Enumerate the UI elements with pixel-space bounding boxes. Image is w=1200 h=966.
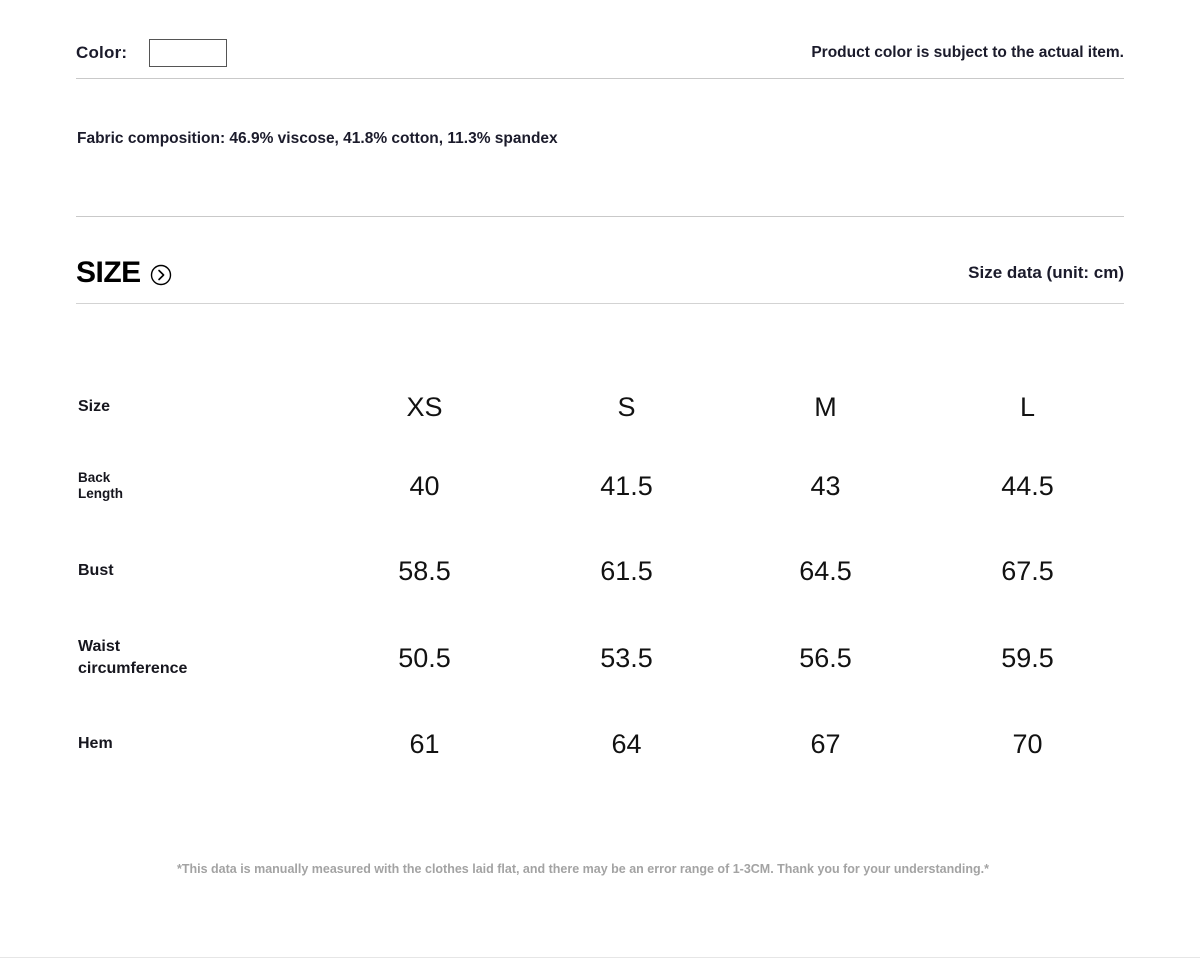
- row-label-waist-line2: circumference: [78, 660, 188, 677]
- divider-1: [76, 78, 1124, 79]
- size-header-xs: XS: [406, 391, 443, 422]
- row-label-bust: Bust: [78, 562, 114, 579]
- cell-bust-xs: 58.5: [398, 555, 451, 586]
- divider-2: [76, 216, 1124, 217]
- cell-waist-m: 56.5: [799, 642, 852, 673]
- cell-back-length-xs: 40: [409, 470, 440, 501]
- size-title: SIZE: [76, 256, 141, 289]
- table-row-hem: [76, 702, 1124, 786]
- cell-back-length-m: 43: [810, 470, 841, 501]
- cell-waist-xs: 50.5: [398, 642, 451, 673]
- divider-3: [76, 303, 1124, 304]
- cell-bust-m: 64.5: [799, 555, 852, 586]
- color-swatch[interactable]: [149, 39, 227, 67]
- color-disclaimer: Product color is subject to the actual item.: [811, 44, 1124, 61]
- cell-hem-s: 64: [611, 728, 642, 759]
- row-label-waist-line1: Waist: [78, 638, 121, 656]
- row-label-back-length-line1: Back: [78, 469, 111, 485]
- row-label-hem: Hem: [78, 735, 113, 752]
- fabric-composition: Fabric composition: 46.9% viscose, 41.8% cotton, 11.3% spandex: [77, 130, 558, 147]
- size-table: [76, 370, 1124, 786]
- cell-hem-m: 67: [810, 728, 841, 759]
- color-section: [76, 30, 1124, 76]
- cell-hem-xs: 61: [409, 728, 440, 759]
- table-row-header: [76, 370, 1124, 444]
- cell-back-length-s: 41.5: [600, 470, 653, 501]
- size-unit-note: Size data (unit: cm): [968, 262, 1124, 282]
- color-label: Color:: [76, 43, 128, 62]
- row-label-back-length: [76, 470, 328, 502]
- chevron-right-circle-icon: [150, 264, 172, 286]
- size-header-s: S: [617, 391, 636, 422]
- measurement-footnote: *This data is manually measured with the clothes laid flat, and there may be an error range of 1-3CM. Thank you for your understanding.*: [177, 862, 989, 876]
- page-bottom-edge: [0, 957, 1200, 966]
- size-header-l: L: [1019, 391, 1036, 422]
- cell-hem-l: 70: [1012, 728, 1043, 759]
- size-header: [76, 258, 1124, 288]
- row-label-back-length-line2: Length: [78, 486, 123, 501]
- table-row-back-length: [76, 444, 1124, 528]
- table-row-bust: [76, 528, 1124, 614]
- cell-waist-s: 53.5: [600, 642, 653, 673]
- cell-bust-s: 61.5: [600, 555, 653, 586]
- table-row-waist-circumference: [76, 614, 1124, 702]
- size-column-label: Size: [78, 398, 111, 415]
- row-label-waist-circumference: [76, 636, 328, 679]
- cell-back-length-l: 44.5: [1001, 470, 1054, 501]
- cell-bust-l: 67.5: [1001, 555, 1054, 586]
- cell-waist-l: 59.5: [1001, 642, 1054, 673]
- size-header-m: M: [814, 391, 837, 422]
